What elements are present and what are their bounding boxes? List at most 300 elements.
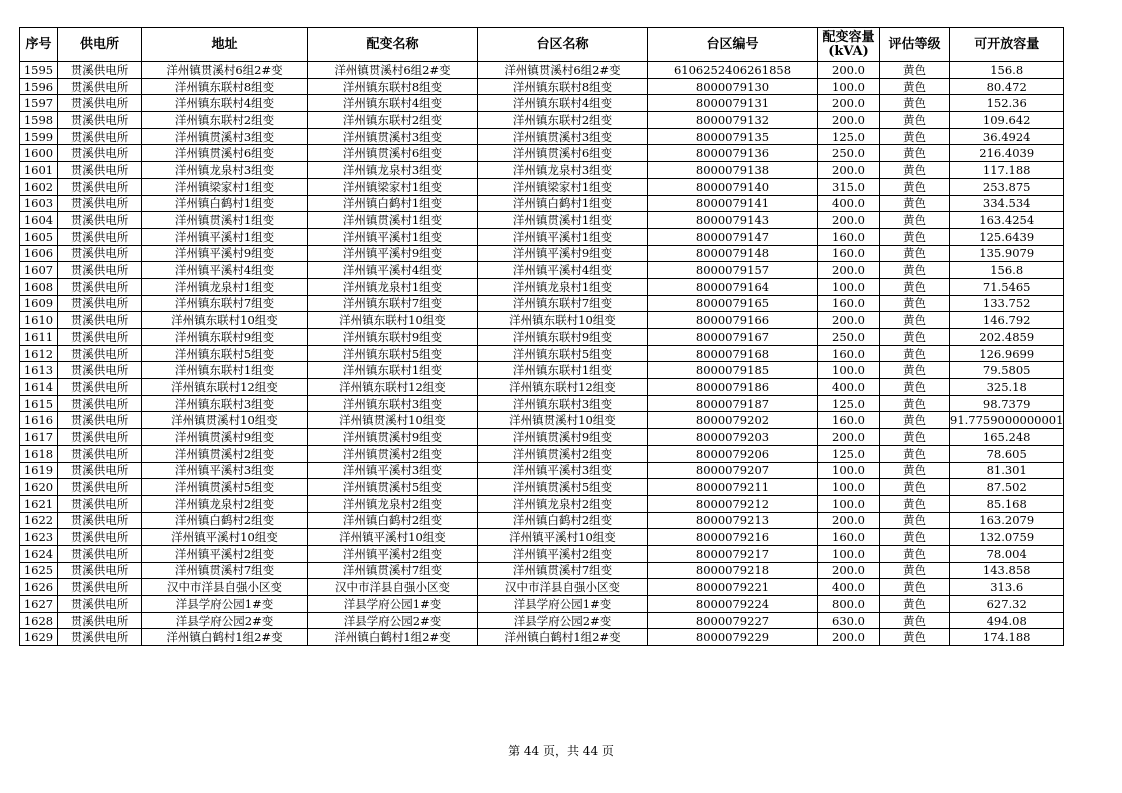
cell-station: 贯溪供电所 <box>58 545 142 562</box>
data-table <box>19 27 1064 646</box>
cell-seq: 1608 <box>20 278 58 295</box>
cell-seq: 1618 <box>20 445 58 462</box>
table-row <box>20 362 1064 379</box>
cell-station: 贯溪供电所 <box>58 345 142 362</box>
table-row <box>20 462 1064 479</box>
cell-capacity: 200.0 <box>818 112 880 129</box>
cell-seq: 1602 <box>20 178 58 195</box>
column-header-station: 供电所 <box>58 28 142 62</box>
cell-transformer-name: 洋州镇平溪村10组变 <box>308 529 478 546</box>
cell-open-capacity: 79.5805 <box>950 362 1064 379</box>
cell-open-capacity: 133.752 <box>950 295 1064 312</box>
cell-open-capacity: 163.2079 <box>950 512 1064 529</box>
cell-open-capacity: 334.534 <box>950 195 1064 212</box>
cell-area-code: 8000079213 <box>648 512 818 529</box>
cell-area-code: 8000079165 <box>648 295 818 312</box>
cell-area-name: 洋州镇贯溪村6组2#变 <box>478 62 648 79</box>
cell-station: 贯溪供电所 <box>58 62 142 79</box>
cell-area-code: 8000079130 <box>648 78 818 95</box>
cell-area-name: 洋州镇平溪村1组变 <box>478 228 648 245</box>
table-row <box>20 145 1064 162</box>
cell-station: 贯溪供电所 <box>58 128 142 145</box>
table-row <box>20 245 1064 262</box>
cell-area-code: 8000079147 <box>648 228 818 245</box>
cell-station: 贯溪供电所 <box>58 579 142 596</box>
cell-rating: 黄色 <box>880 295 950 312</box>
cell-capacity: 200.0 <box>818 262 880 279</box>
cell-seq: 1622 <box>20 512 58 529</box>
cell-area-name: 洋州镇平溪村2组变 <box>478 545 648 562</box>
cell-open-capacity: 98.7379 <box>950 395 1064 412</box>
cell-area-code: 8000079157 <box>648 262 818 279</box>
cell-station: 贯溪供电所 <box>58 312 142 329</box>
cell-address: 洋州镇东联村1组变 <box>142 362 308 379</box>
cell-open-capacity: 156.8 <box>950 262 1064 279</box>
table-row <box>20 512 1064 529</box>
cell-area-code: 8000079143 <box>648 212 818 229</box>
cell-open-capacity: 143.858 <box>950 562 1064 579</box>
cell-address: 洋州镇龙泉村1组变 <box>142 278 308 295</box>
cell-transformer-name: 洋州镇东联村9组变 <box>308 329 478 346</box>
cell-capacity: 400.0 <box>818 379 880 396</box>
cell-capacity: 200.0 <box>818 162 880 179</box>
cell-area-name: 洋州镇平溪村3组变 <box>478 462 648 479</box>
cell-seq: 1617 <box>20 429 58 446</box>
cell-rating: 黄色 <box>880 629 950 646</box>
cell-area-code: 8000079227 <box>648 612 818 629</box>
cell-transformer-name: 洋州镇东联村7组变 <box>308 295 478 312</box>
cell-area-code: 8000079212 <box>648 495 818 512</box>
cell-station: 贯溪供电所 <box>58 228 142 245</box>
cell-transformer-name: 洋州镇白鹤村1组变 <box>308 195 478 212</box>
table-row <box>20 228 1064 245</box>
cell-seq: 1614 <box>20 379 58 396</box>
cell-address: 洋州镇贯溪村10组变 <box>142 412 308 429</box>
cell-address: 洋州镇龙泉村3组变 <box>142 162 308 179</box>
cell-open-capacity: 325.18 <box>950 379 1064 396</box>
cell-address: 洋州镇白鹤村1组变 <box>142 195 308 212</box>
cell-area-code: 8000079132 <box>648 112 818 129</box>
cell-capacity: 160.0 <box>818 412 880 429</box>
cell-seq: 1598 <box>20 112 58 129</box>
cell-address: 洋州镇平溪村3组变 <box>142 462 308 479</box>
cell-area-code: 8000079185 <box>648 362 818 379</box>
cell-capacity: 160.0 <box>818 295 880 312</box>
cell-capacity: 160.0 <box>818 529 880 546</box>
cell-station: 贯溪供电所 <box>58 145 142 162</box>
cell-open-capacity: 36.4924 <box>950 128 1064 145</box>
cell-station: 贯溪供电所 <box>58 395 142 412</box>
cell-area-name: 洋州镇东联村7组变 <box>478 295 648 312</box>
cell-transformer-name: 洋州镇白鹤村2组变 <box>308 512 478 529</box>
cell-area-code: 8000079131 <box>648 95 818 112</box>
cell-address: 洋州镇平溪村10组变 <box>142 529 308 546</box>
cell-rating: 黄色 <box>880 612 950 629</box>
page-footer: 第 44 页，共 44 页 <box>508 744 614 758</box>
cell-address: 洋州镇贯溪村9组变 <box>142 429 308 446</box>
cell-seq: 1620 <box>20 479 58 496</box>
table-row <box>20 562 1064 579</box>
cell-station: 贯溪供电所 <box>58 245 142 262</box>
cell-station: 贯溪供电所 <box>58 512 142 529</box>
cell-transformer-name: 洋州镇贯溪村6组2#变 <box>308 62 478 79</box>
cell-rating: 黄色 <box>880 195 950 212</box>
cell-transformer-name: 洋州镇龙泉村2组变 <box>308 495 478 512</box>
cell-seq: 1621 <box>20 495 58 512</box>
table-row <box>20 312 1064 329</box>
cell-transformer-name: 洋县学府公园2#变 <box>308 612 478 629</box>
cell-seq: 1623 <box>20 529 58 546</box>
cell-transformer-name: 洋州镇平溪村9组变 <box>308 245 478 262</box>
table-row <box>20 412 1064 429</box>
cell-station: 贯溪供电所 <box>58 78 142 95</box>
cell-open-capacity: 78.605 <box>950 445 1064 462</box>
cell-rating: 黄色 <box>880 162 950 179</box>
cell-address: 洋州镇贯溪村2组变 <box>142 445 308 462</box>
cell-seq: 1627 <box>20 596 58 613</box>
cell-station: 贯溪供电所 <box>58 329 142 346</box>
cell-area-name: 洋州镇贯溪村2组变 <box>478 445 648 462</box>
cell-open-capacity: 78.004 <box>950 545 1064 562</box>
cell-area-name: 洋州镇平溪村10组变 <box>478 529 648 546</box>
table-row <box>20 262 1064 279</box>
cell-open-capacity: 202.4859 <box>950 329 1064 346</box>
header-row <box>20 28 1064 62</box>
cell-area-code: 8000079187 <box>648 395 818 412</box>
column-header-area-name: 台区名称 <box>478 28 648 62</box>
table-row <box>20 429 1064 446</box>
cell-capacity: 100.0 <box>818 495 880 512</box>
cell-transformer-name: 洋州镇梁家村1组变 <box>308 178 478 195</box>
cell-capacity: 250.0 <box>818 329 880 346</box>
cell-transformer-name: 汉中市洋县自强小区变 <box>308 579 478 596</box>
table-row <box>20 278 1064 295</box>
cell-station: 贯溪供电所 <box>58 295 142 312</box>
cell-capacity: 100.0 <box>818 78 880 95</box>
cell-open-capacity: 163.4254 <box>950 212 1064 229</box>
cell-area-name: 洋州镇贯溪村6组变 <box>478 145 648 162</box>
cell-area-name: 汉中市洋县自强小区变 <box>478 579 648 596</box>
cell-address: 洋州镇东联村3组变 <box>142 395 308 412</box>
cell-station: 贯溪供电所 <box>58 445 142 462</box>
cell-address: 洋州镇贯溪村1组变 <box>142 212 308 229</box>
table-row <box>20 162 1064 179</box>
cell-open-capacity: 87.502 <box>950 479 1064 496</box>
cell-station: 贯溪供电所 <box>58 379 142 396</box>
cell-seq: 1612 <box>20 345 58 362</box>
cell-open-capacity: 132.0759 <box>950 529 1064 546</box>
cell-open-capacity: 253.875 <box>950 178 1064 195</box>
cell-area-code: 8000079202 <box>648 412 818 429</box>
cell-area-name: 洋州镇东联村3组变 <box>478 395 648 412</box>
cell-area-name: 洋州镇贯溪村10组变 <box>478 412 648 429</box>
cell-transformer-name: 洋县学府公园1#变 <box>308 596 478 613</box>
cell-seq: 1605 <box>20 228 58 245</box>
cell-address: 洋州镇平溪村2组变 <box>142 545 308 562</box>
table-row <box>20 545 1064 562</box>
cell-capacity: 630.0 <box>818 612 880 629</box>
cell-seq: 1607 <box>20 262 58 279</box>
cell-address: 洋州镇东联村4组变 <box>142 95 308 112</box>
cell-station: 贯溪供电所 <box>58 629 142 646</box>
cell-rating: 黄色 <box>880 112 950 129</box>
cell-rating: 黄色 <box>880 462 950 479</box>
cell-address: 洋县学府公园2#变 <box>142 612 308 629</box>
cell-open-capacity: 85.168 <box>950 495 1064 512</box>
table-row <box>20 479 1064 496</box>
cell-area-name: 洋州镇龙泉村2组变 <box>478 495 648 512</box>
table-row <box>20 178 1064 195</box>
cell-area-name: 洋州镇东联村5组变 <box>478 345 648 362</box>
table-body <box>20 62 1064 646</box>
table-row <box>20 95 1064 112</box>
cell-rating: 黄色 <box>880 95 950 112</box>
cell-area-code: 8000079164 <box>648 278 818 295</box>
cell-station: 贯溪供电所 <box>58 412 142 429</box>
cell-station: 贯溪供电所 <box>58 112 142 129</box>
cell-transformer-name: 洋州镇贯溪村5组变 <box>308 479 478 496</box>
column-header-transformer-name: 配变名称 <box>308 28 478 62</box>
cell-area-name: 洋州镇东联村4组变 <box>478 95 648 112</box>
cell-open-capacity: 71.5465 <box>950 278 1064 295</box>
cell-area-name: 洋州镇东联村10组变 <box>478 312 648 329</box>
cell-area-name: 洋州镇白鹤村1组2#变 <box>478 629 648 646</box>
cell-area-name: 洋州镇贯溪村7组变 <box>478 562 648 579</box>
cell-area-name: 洋州镇东联村12组变 <box>478 379 648 396</box>
cell-transformer-name: 洋州镇贯溪村3组变 <box>308 128 478 145</box>
cell-address: 洋州镇梁家村1组变 <box>142 178 308 195</box>
cell-open-capacity: 91.7759000000001 <box>950 413 1064 428</box>
cell-station: 贯溪供电所 <box>58 429 142 446</box>
cell-address: 洋州镇平溪村4组变 <box>142 262 308 279</box>
cell-transformer-name: 洋州镇平溪村4组变 <box>308 262 478 279</box>
cell-seq: 1596 <box>20 78 58 95</box>
cell-rating: 黄色 <box>880 278 950 295</box>
cell-capacity: 400.0 <box>818 195 880 212</box>
cell-capacity: 125.0 <box>818 445 880 462</box>
cell-area-code: 8000079148 <box>648 245 818 262</box>
cell-station: 贯溪供电所 <box>58 278 142 295</box>
cell-station: 贯溪供电所 <box>58 362 142 379</box>
cell-capacity: 200.0 <box>818 62 880 79</box>
cell-transformer-name: 洋州镇东联村1组变 <box>308 362 478 379</box>
cell-transformer-name: 洋州镇白鹤村1组2#变 <box>308 629 478 646</box>
cell-area-name: 洋州镇白鹤村2组变 <box>478 512 648 529</box>
cell-address: 洋州镇平溪村1组变 <box>142 228 308 245</box>
cell-area-code: 8000079135 <box>648 128 818 145</box>
cell-seq: 1626 <box>20 579 58 596</box>
cell-area-code: 8000079167 <box>648 329 818 346</box>
cell-open-capacity: 81.301 <box>950 462 1064 479</box>
column-header-open-capacity: 可开放容量 <box>950 28 1064 62</box>
cell-rating: 黄色 <box>880 479 950 496</box>
cell-address: 洋州镇东联村2组变 <box>142 112 308 129</box>
cell-capacity: 160.0 <box>818 245 880 262</box>
cell-area-name: 洋州镇龙泉村3组变 <box>478 162 648 179</box>
cell-area-code: 8000079207 <box>648 462 818 479</box>
cell-rating: 黄色 <box>880 62 950 79</box>
cell-seq: 1600 <box>20 145 58 162</box>
cell-capacity: 100.0 <box>818 479 880 496</box>
cell-area-name: 洋州镇东联村2组变 <box>478 112 648 129</box>
cell-address: 洋州镇东联村5组变 <box>142 345 308 362</box>
cell-area-name: 洋州镇贯溪村3组变 <box>478 128 648 145</box>
cell-area-code: 8000079217 <box>648 545 818 562</box>
cell-area-code: 8000079216 <box>648 529 818 546</box>
cell-transformer-name: 洋州镇贯溪村6组变 <box>308 145 478 162</box>
cell-rating: 黄色 <box>880 128 950 145</box>
cell-station: 贯溪供电所 <box>58 178 142 195</box>
cell-seq: 1604 <box>20 212 58 229</box>
cell-open-capacity: 216.4039 <box>950 145 1064 162</box>
cell-seq: 1595 <box>20 62 58 79</box>
cell-rating: 黄色 <box>880 312 950 329</box>
cell-seq: 1611 <box>20 329 58 346</box>
cell-address: 洋州镇贯溪村6组变 <box>142 145 308 162</box>
cell-capacity: 100.0 <box>818 462 880 479</box>
table-row <box>20 596 1064 613</box>
cell-rating: 黄色 <box>880 245 950 262</box>
cell-open-capacity: 146.792 <box>950 312 1064 329</box>
cell-address: 洋州镇东联村8组变 <box>142 78 308 95</box>
cell-address: 洋州镇白鹤村2组变 <box>142 512 308 529</box>
cell-area-code: 8000079224 <box>648 596 818 613</box>
table-row <box>20 78 1064 95</box>
cell-capacity: 315.0 <box>818 178 880 195</box>
cell-rating: 黄色 <box>880 579 950 596</box>
table-row <box>20 445 1064 462</box>
cell-seq: 1601 <box>20 162 58 179</box>
cell-seq: 1606 <box>20 245 58 262</box>
cell-open-capacity: 80.472 <box>950 78 1064 95</box>
cell-area-code: 8000079168 <box>648 345 818 362</box>
cell-transformer-name: 洋州镇平溪村1组变 <box>308 228 478 245</box>
cell-open-capacity: 126.9699 <box>950 345 1064 362</box>
cell-station: 贯溪供电所 <box>58 212 142 229</box>
cell-seq: 1629 <box>20 629 58 646</box>
cell-area-name: 洋州镇平溪村4组变 <box>478 262 648 279</box>
cell-transformer-name: 洋州镇东联村4组变 <box>308 95 478 112</box>
cell-address: 洋州镇平溪村9组变 <box>142 245 308 262</box>
table-row <box>20 62 1064 79</box>
cell-rating: 黄色 <box>880 262 950 279</box>
cell-station: 贯溪供电所 <box>58 262 142 279</box>
cell-capacity: 250.0 <box>818 145 880 162</box>
table-row <box>20 379 1064 396</box>
column-header-capacity: 配变容量 (kVA) <box>818 28 880 62</box>
table-row <box>20 128 1064 145</box>
cell-address: 洋县学府公园1#变 <box>142 596 308 613</box>
cell-transformer-name: 洋州镇平溪村3组变 <box>308 462 478 479</box>
cell-open-capacity: 135.9079 <box>950 245 1064 262</box>
cell-open-capacity: 156.8 <box>950 62 1064 79</box>
cell-open-capacity: 152.36 <box>950 95 1064 112</box>
cell-station: 贯溪供电所 <box>58 462 142 479</box>
table-row <box>20 629 1064 646</box>
cell-rating: 黄色 <box>880 362 950 379</box>
cell-rating: 黄色 <box>880 512 950 529</box>
cell-rating: 黄色 <box>880 345 950 362</box>
cell-address: 汉中市洋县自强小区变 <box>142 579 308 596</box>
cell-area-code: 8000079221 <box>648 579 818 596</box>
cell-area-name: 洋州镇梁家村1组变 <box>478 178 648 195</box>
table-row <box>20 329 1064 346</box>
cell-area-name: 洋州镇平溪村9组变 <box>478 245 648 262</box>
cell-area-name: 洋州镇贯溪村9组变 <box>478 429 648 446</box>
cell-address: 洋州镇贯溪村3组变 <box>142 128 308 145</box>
cell-capacity: 160.0 <box>818 228 880 245</box>
cell-capacity: 200.0 <box>818 562 880 579</box>
cell-area-code: 8000079206 <box>648 445 818 462</box>
cell-capacity: 200.0 <box>818 512 880 529</box>
cell-open-capacity: 109.642 <box>950 112 1064 129</box>
cell-capacity: 200.0 <box>818 629 880 646</box>
cell-address: 洋州镇东联村9组变 <box>142 329 308 346</box>
cell-station: 贯溪供电所 <box>58 479 142 496</box>
cell-area-code: 8000079141 <box>648 195 818 212</box>
cell-address: 洋州镇东联村10组变 <box>142 312 308 329</box>
cell-address: 洋州镇贯溪村6组2#变 <box>142 62 308 79</box>
cell-open-capacity: 117.188 <box>950 162 1064 179</box>
cell-station: 贯溪供电所 <box>58 529 142 546</box>
cell-rating: 黄色 <box>880 495 950 512</box>
cell-transformer-name: 洋州镇东联村12组变 <box>308 379 478 396</box>
cell-transformer-name: 洋州镇东联村10组变 <box>308 312 478 329</box>
cell-capacity: 125.0 <box>818 128 880 145</box>
cell-transformer-name: 洋州镇贯溪村9组变 <box>308 429 478 446</box>
cell-capacity: 100.0 <box>818 545 880 562</box>
column-header-area-code: 台区编号 <box>648 28 818 62</box>
cell-area-code: 8000079140 <box>648 178 818 195</box>
cell-rating: 黄色 <box>880 529 950 546</box>
cell-transformer-name: 洋州镇东联村2组变 <box>308 112 478 129</box>
cell-capacity: 200.0 <box>818 429 880 446</box>
cell-seq: 1603 <box>20 195 58 212</box>
cell-rating: 黄色 <box>880 145 950 162</box>
cell-transformer-name: 洋州镇贯溪村1组变 <box>308 212 478 229</box>
cell-capacity: 125.0 <box>818 395 880 412</box>
cell-capacity: 800.0 <box>818 596 880 613</box>
cell-seq: 1613 <box>20 362 58 379</box>
cell-address: 洋州镇白鹤村1组2#变 <box>142 629 308 646</box>
cell-rating: 黄色 <box>880 178 950 195</box>
cell-capacity: 100.0 <box>818 278 880 295</box>
cell-area-name: 洋州镇东联村9组变 <box>478 329 648 346</box>
cell-seq: 1609 <box>20 295 58 312</box>
cell-transformer-name: 洋州镇贯溪村10组变 <box>308 412 478 429</box>
table-row <box>20 295 1064 312</box>
cell-area-code: 8000079136 <box>648 145 818 162</box>
cell-transformer-name: 洋州镇东联村8组变 <box>308 78 478 95</box>
cell-capacity: 200.0 <box>818 212 880 229</box>
cell-seq: 1616 <box>20 412 58 429</box>
table-row <box>20 395 1064 412</box>
cell-area-name: 洋县学府公园2#变 <box>478 612 648 629</box>
cell-area-code: 8000079203 <box>648 429 818 446</box>
cell-area-name: 洋州镇贯溪村5组变 <box>478 479 648 496</box>
cell-rating: 黄色 <box>880 329 950 346</box>
cell-station: 贯溪供电所 <box>58 612 142 629</box>
cell-rating: 黄色 <box>880 596 950 613</box>
cell-rating: 黄色 <box>880 412 950 429</box>
cell-transformer-name: 洋州镇龙泉村3组变 <box>308 162 478 179</box>
table-row <box>20 195 1064 212</box>
cell-open-capacity: 174.188 <box>950 629 1064 646</box>
cell-seq: 1599 <box>20 128 58 145</box>
cell-address: 洋州镇龙泉村2组变 <box>142 495 308 512</box>
cell-transformer-name: 洋州镇东联村3组变 <box>308 395 478 412</box>
cell-station: 贯溪供电所 <box>58 195 142 212</box>
